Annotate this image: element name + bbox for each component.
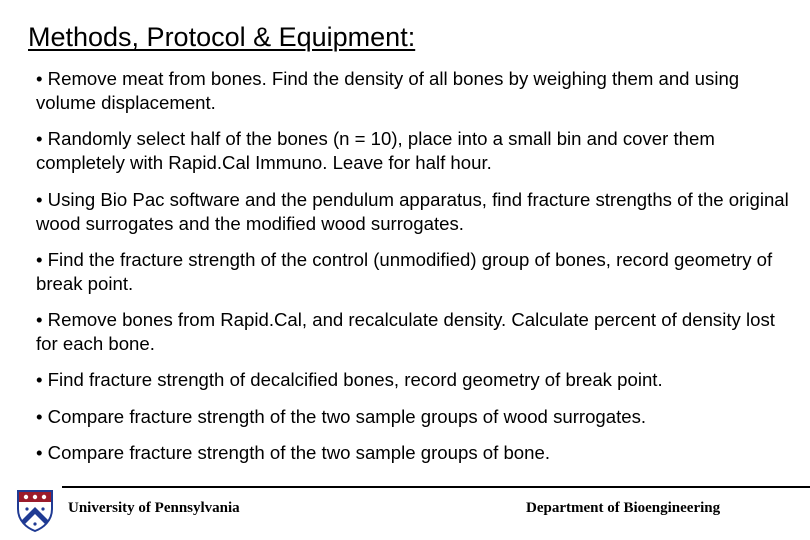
bullet-list (36, 67, 796, 477)
bullet-item: • Compare fracture strength of the two sample groups of wood surrogates. (36, 405, 647, 427)
bullet-item: • Find fracture strength of decalcified bones, record geometry of break point. (36, 369, 663, 391)
footer-department: Department of Bioengineering (526, 500, 721, 516)
bullet-item: • Find the fracture strength of the control (unmodified) group of bones, record geometry of break point. (36, 248, 773, 294)
bullet-item: • Randomly select half of the bones (n = 10), place into a small bin and cover them completely with Rapid.Cal Immuno. Leave for half hour. (36, 128, 715, 174)
bullet-item: • Remove bones from Rapid.Cal, and recalculate density. Calculate percent of density lost for each bone. (36, 309, 775, 355)
footer-university: University of Pennsylvania (68, 500, 240, 516)
penn-shield-icon (15, 489, 55, 533)
footer-divider (62, 486, 810, 488)
bullet-item: • Remove meat from bones. Find the density of all bones by weighing them and using volume displacement. (36, 68, 740, 113)
bullet-item: • Using Bio Pac software and the pendulum apparatus, find fracture strengths of the original wood surrogates and the modified wood surrogates. (36, 188, 789, 234)
slide-title: Methods, Protocol & Equipment: (28, 22, 416, 52)
bullet-item: • Compare fracture strength of the two sample groups of bone. (36, 442, 550, 464)
